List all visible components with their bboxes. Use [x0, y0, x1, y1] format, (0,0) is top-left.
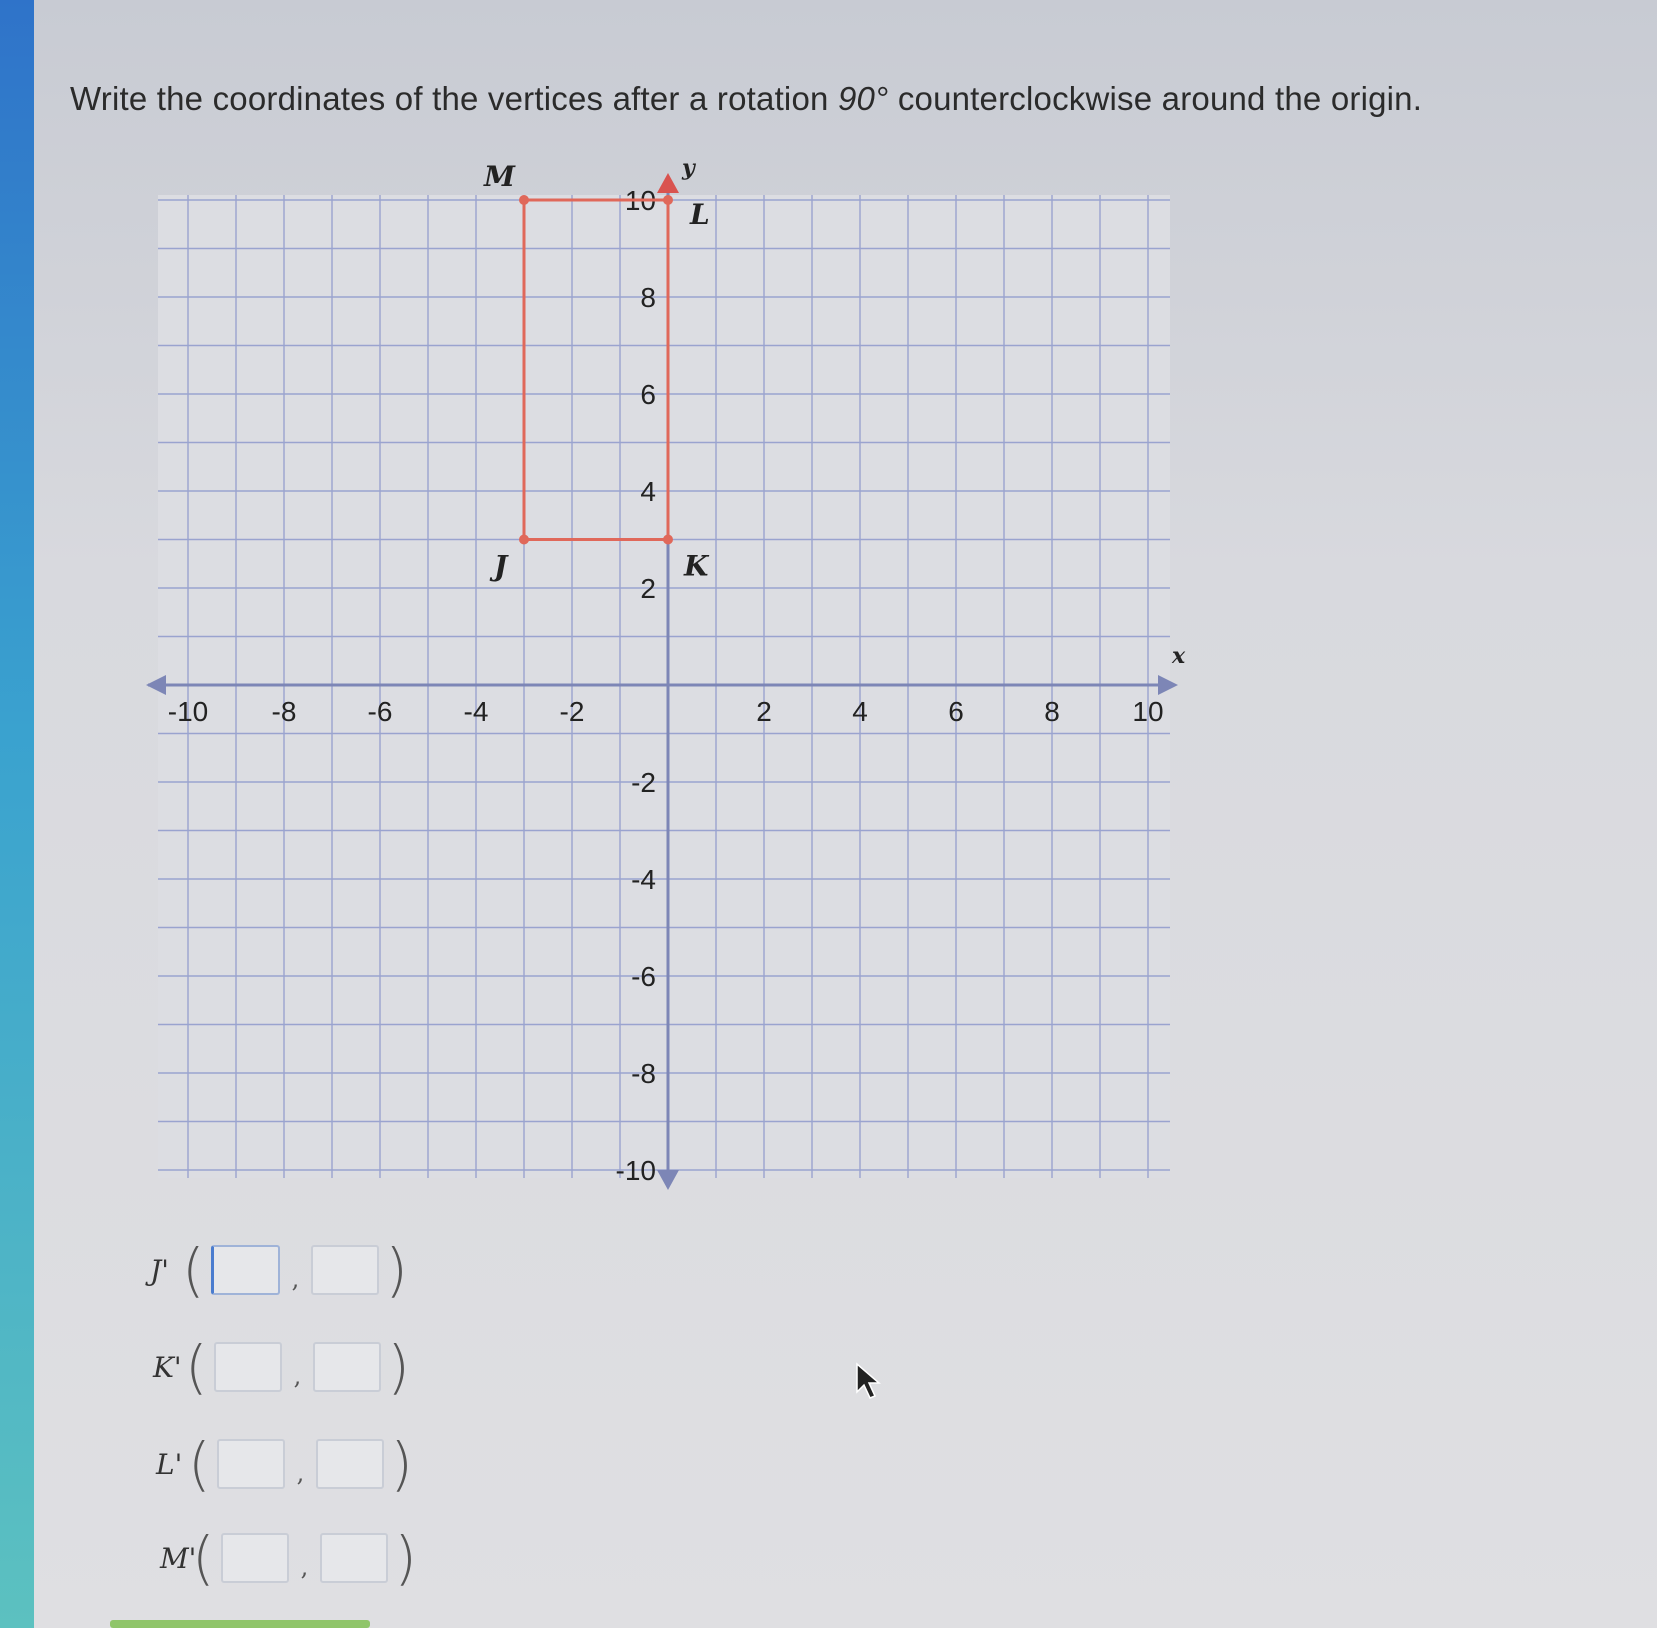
open-paren: ( — [185, 1333, 208, 1401]
question-angle: 90° — [837, 80, 889, 117]
vertex-point — [663, 535, 673, 545]
close-paren: ) — [385, 1236, 408, 1304]
y-tick-label: -2 — [631, 767, 656, 798]
answer-label: M' — [160, 1541, 197, 1575]
answer-row-l — [156, 1429, 413, 1499]
comma: , — [300, 1553, 309, 1581]
x-axis-left-arrow-icon — [146, 675, 166, 695]
close-paren: ) — [394, 1524, 417, 1592]
vertex-point — [519, 535, 529, 545]
open-paren: ( — [182, 1236, 205, 1304]
answer-label: L' — [156, 1447, 183, 1481]
vertex-point — [519, 195, 529, 205]
comma: , — [296, 1459, 305, 1487]
close-paren: ) — [390, 1430, 413, 1498]
vertex-point — [663, 195, 673, 205]
y-tick-label: 8 — [640, 282, 656, 313]
x-tick-label: -10 — [167, 696, 209, 727]
l-prime-x-input[interactable] — [217, 1439, 285, 1489]
x-tick-label: -6 — [367, 696, 393, 727]
y-tick-label: 10 — [624, 185, 656, 216]
y-axis-up-arrow-icon — [657, 173, 679, 193]
k-prime-x-input[interactable] — [214, 1342, 282, 1392]
j-prime-x-input[interactable] — [211, 1245, 280, 1295]
answer-row-k — [153, 1332, 410, 1402]
close-paren: ) — [387, 1333, 410, 1401]
x-tick-label: -4 — [463, 696, 489, 727]
answer-label: J' — [150, 1253, 169, 1287]
x-tick-label: 2 — [756, 696, 772, 727]
k-prime-y-input[interactable] — [313, 1342, 381, 1392]
answer-row-j — [150, 1235, 408, 1305]
y-tick-label: -8 — [631, 1058, 656, 1089]
mouse-cursor-icon — [855, 1362, 885, 1402]
progress-bar-edge — [110, 1620, 370, 1628]
open-paren: ( — [192, 1524, 215, 1592]
y-tick-label: -10 — [615, 1155, 656, 1186]
m-prime-y-input[interactable] — [320, 1533, 388, 1583]
l-prime-y-input[interactable] — [316, 1439, 384, 1489]
x-tick-label: 8 — [1044, 696, 1060, 727]
m-prime-x-input[interactable] — [221, 1533, 289, 1583]
comma: , — [291, 1265, 300, 1293]
answer-label: K' — [153, 1350, 182, 1384]
y-axis-label: y — [682, 155, 695, 181]
x-tick-label: 10 — [1132, 696, 1164, 727]
question-before: Write the coordinates of the vertices after a rotation — [70, 80, 838, 117]
x-tick-label: 6 — [948, 696, 964, 727]
answer-row-m — [160, 1523, 417, 1593]
y-tick-label: -4 — [631, 864, 656, 895]
j-prime-y-input[interactable] — [311, 1245, 379, 1295]
open-paren: ( — [188, 1430, 211, 1498]
comma: , — [293, 1362, 302, 1390]
vertex-label: J — [494, 549, 508, 583]
vertex-label: K — [684, 549, 709, 583]
vertex-label: L — [690, 198, 710, 231]
x-tick-label: -8 — [271, 696, 297, 727]
y-tick-label: 6 — [640, 379, 656, 410]
y-tick-label: 2 — [640, 573, 656, 604]
x-axis-label: x — [1172, 643, 1186, 669]
x-tick-label: -2 — [559, 696, 585, 727]
y-tick-label: 4 — [640, 476, 656, 507]
y-axis-down-arrow-icon — [657, 1170, 679, 1190]
x-tick-label: 4 — [852, 696, 868, 727]
y-tick-label: -6 — [631, 961, 656, 992]
question-after: counterclockwise around the origin. — [888, 80, 1423, 117]
vertex-label: M — [484, 160, 515, 193]
